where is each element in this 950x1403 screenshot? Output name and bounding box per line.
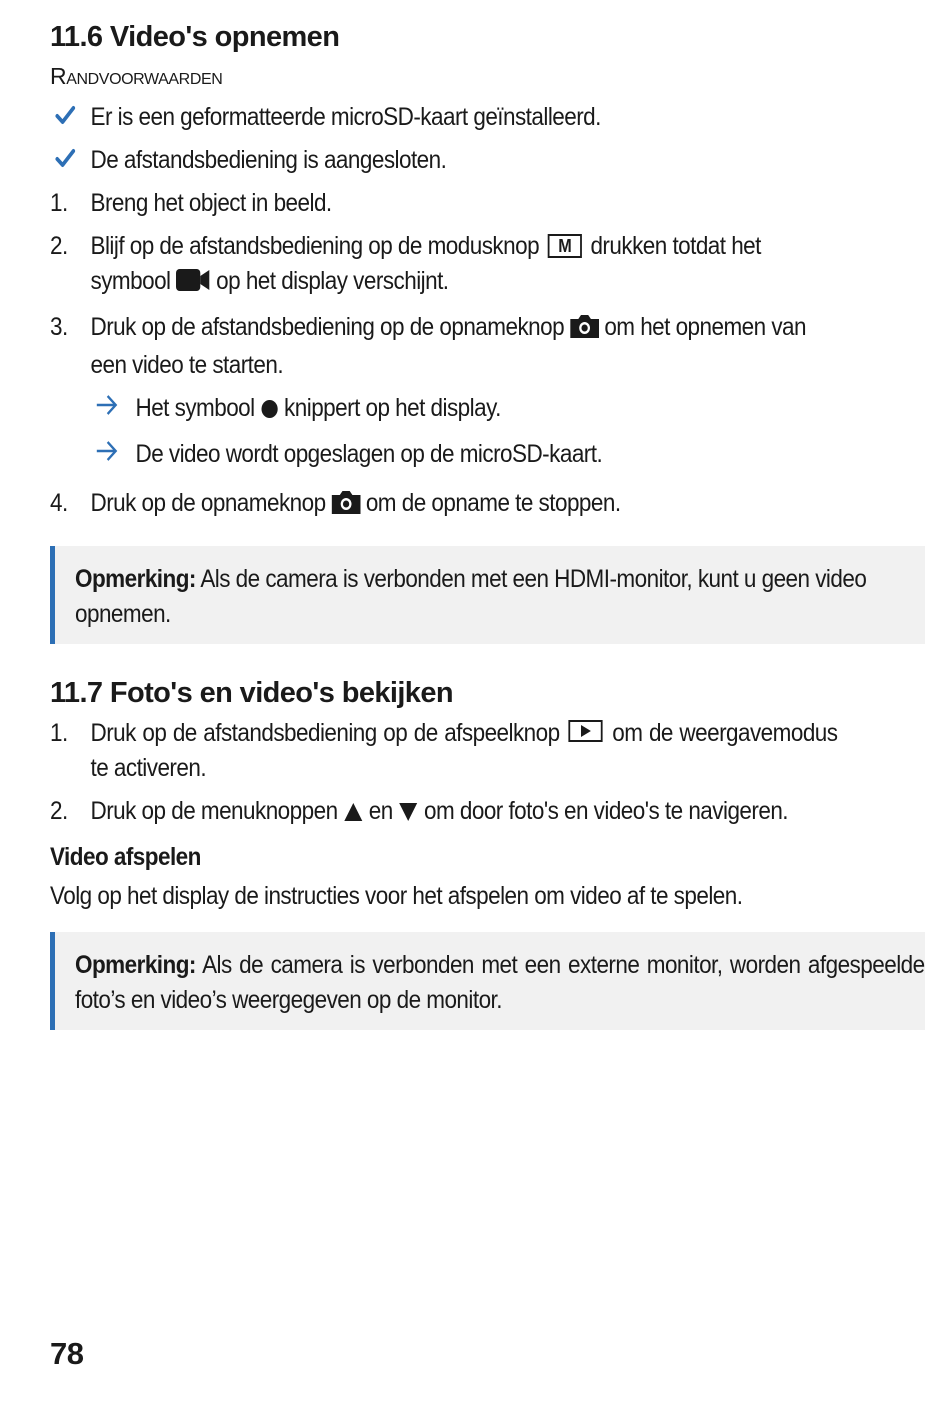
condition-item <box>50 143 925 178</box>
arrow-right-icon <box>95 437 136 472</box>
note-text: Als de camera is verbonden met een HDMI-monitor, kunt u geen video opnemen. <box>75 565 867 628</box>
step-text <box>91 486 838 524</box>
condition-item <box>50 100 925 135</box>
step-text-part: Druk op de opnameknop <box>90 489 326 517</box>
camera-icon <box>570 313 599 348</box>
step-text-part: Blijf op de afstandsbediening op de modusknop <box>90 232 540 260</box>
video-playback-heading: Video afspelen <box>50 843 201 871</box>
step-item <box>50 186 925 221</box>
record-dot-icon <box>260 394 278 429</box>
step-number: 3. <box>50 313 68 341</box>
condition-text: De afstandsbediening is aangesloten. <box>90 146 447 174</box>
step-text-part: om de opname te stoppen. <box>365 489 621 517</box>
page-number: 78 <box>50 1336 84 1371</box>
step-text <box>91 310 838 383</box>
note-label: Opmerking: <box>75 951 196 979</box>
arrow-right-icon <box>95 391 136 429</box>
play-icon <box>569 720 603 742</box>
step-text-part: Druk op de afstandsbediening op de opnameknop <box>90 313 565 341</box>
result-text-part: Het symbool <box>135 394 255 422</box>
step-item <box>50 716 925 786</box>
section-title-video-recording: 11.6 Video's opnemen <box>50 21 340 53</box>
step-number: 4. <box>50 489 68 517</box>
conditions-heading: Randvoorwaarden <box>50 63 223 89</box>
note-label: Opmerking: <box>75 565 196 593</box>
subtitle-row <box>50 840 925 875</box>
step-text <box>91 229 838 302</box>
step-number: 1. <box>50 189 68 217</box>
camera-icon <box>331 489 360 524</box>
step-text <box>91 716 838 786</box>
step-item <box>50 310 925 383</box>
paragraph-row <box>50 879 925 914</box>
note-box <box>50 932 925 1030</box>
step-text-part: Druk op de afstandsbediening op de afspeelknop <box>90 719 560 747</box>
note-text: Als de camera is verbonden met een externe monitor, worden afgespeelde foto’s en video’s weergegeven op de monitor. <box>75 951 925 1014</box>
video-camera-icon <box>176 267 210 302</box>
step-text-part: Druk op de menuknoppen <box>90 797 338 825</box>
result-item <box>50 437 925 472</box>
condition-text: Er is een geformatteerde microSD-kaart geïnstalleerd. <box>90 103 601 131</box>
step-text: Breng het object in beeld. <box>90 189 332 217</box>
step-text-part: om door foto's en video's te navigeren. <box>423 797 789 825</box>
step-item <box>50 486 925 524</box>
result-text <box>136 391 843 429</box>
step-item <box>50 794 925 832</box>
step-number: 2. <box>50 797 68 825</box>
step-item <box>50 229 925 302</box>
section-title-view-media: 11.7 Foto's en video's bekijken <box>50 677 453 709</box>
playback-paragraph: Volg op het display de instructies voor het afspelen om video af te spelen. <box>50 882 743 910</box>
step-text-part: om de weergavemodus te activeren. <box>90 719 838 782</box>
manual-page <box>50 14 925 1056</box>
step-text-part: op het display verschijnt. <box>216 267 449 295</box>
triangle-up-icon <box>343 797 363 832</box>
step-number: 2. <box>50 232 68 260</box>
step-text-part: drukken totdat het symbool <box>90 232 761 295</box>
note-box <box>50 546 925 644</box>
step-text-part: om het opnemen van een video te starten. <box>90 313 806 379</box>
result-text: De video wordt opgeslagen op de microSD-kaart. <box>135 440 603 468</box>
mode-button-symbol: M <box>547 234 582 258</box>
result-text-part: knippert op het display. <box>284 394 501 422</box>
step-text <box>91 794 838 832</box>
step-number: 1. <box>50 719 68 747</box>
step-text-part: en <box>368 797 393 825</box>
check-icon <box>50 100 91 135</box>
triangle-down-icon <box>398 797 418 832</box>
check-icon <box>50 143 91 178</box>
result-item <box>50 391 925 429</box>
